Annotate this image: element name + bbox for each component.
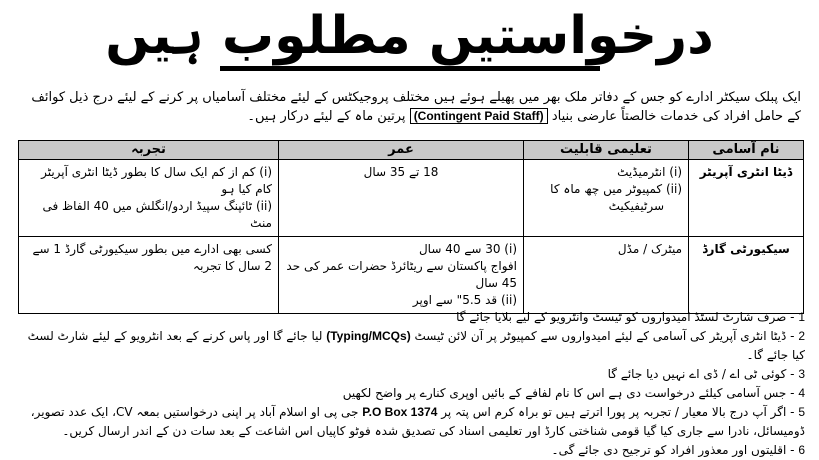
table-row: [19, 237, 804, 314]
experience-cell: (i) کم از کم ایک سال کا بطور ڈیٹا انٹری آپریٹر کام کیا ہو (ii) ٹائپنگ سپیڈ اردو/انگلش میں 40 الفاظ فی منٹ: [19, 160, 279, 237]
intro-line-2: پرتین ماہ کے لیئے درکار ہیں۔: [247, 109, 406, 124]
qualification-cell: (i) انٹرمیڈیٹ (ii) کمپیوٹر میں چھ ماہ کا سرٹیفیکیٹ: [524, 160, 689, 237]
header-qualification: تعلیمی قابلیت: [524, 141, 689, 160]
list-item: 3 - کوئی ٹی اے / ڈی اے نہیں دیا جائے گا: [607, 367, 805, 381]
list-item: 4 - جس آسامی کیلئے درخواست دی ہے اس کا نام لفافے کے بائیں اوپری کنارے پر واضح لکھیں: [342, 386, 805, 400]
post-data-entry-operator: ڈیٹا انٹری آپریٹر: [689, 160, 804, 237]
typing-mcqs-label: (Typing/MCQs): [326, 329, 411, 343]
po-box-address: P.O Box 1374: [362, 405, 438, 419]
list-item: 5 - اگر آپ درج بالا معیار / تجربہ پر پورا اترتے ہیں تو براہ کرم اس پتہ پر P.O Box 1374 جی پی او اسلام آباد پر اپنی درخواستیں بمعہ CV، ایک عدد تصویر، ڈومیسائل، نادرا سے جاری کیا گیا قومی شناختی کارڈ اور تعلیمی اسناد کی تصدیق شدہ فوٹو کاپیاں اس اشاعت کے بعد سات دن کے اندر ارسال کریں۔: [30, 405, 805, 438]
header-age: عمر: [279, 141, 524, 160]
age-cell: 18 تے 35 سال: [279, 160, 524, 237]
notes-list: [18, 308, 805, 460]
experience-cell: کسی بھی ادارے میں بطور سیکیورٹی گارڈ 1 سے 2 سال کا تجربہ: [19, 237, 279, 314]
table-row: [19, 160, 804, 237]
header-post: نام آسامی: [689, 141, 804, 160]
age-cell: (i) 30 سے 40 سال افواج پاکستان سے ریٹائرڈ حضرات عمر کی حد 45 سال (ii) قد 5.5" سے اوپر: [279, 237, 524, 314]
qualification-cell: میٹرک / مڈل: [524, 237, 689, 314]
header-experience: تجربہ: [19, 141, 279, 160]
contingent-paid-staff-box: (Contingent Paid Staff): [410, 108, 548, 124]
table-header-row: [19, 141, 804, 160]
ad-title: درخواستیں مطلوب ہیں: [105, 6, 714, 66]
ad-header: [0, 4, 819, 76]
list-item: 2 - ڈیٹا انٹری آپریٹر کی آسامی کے لیئے امیدواروں سے کمپیوٹر پر آن لائن ٹیسٹ (Typing/MCQs) لیا جائے گا اور پاس کرنے کے بعد انٹرویو کے لیئے شارٹ لسٹ کیا جائے گا۔: [27, 329, 805, 362]
intro-line-1: ایک پبلک سیکٹر ادارے کو جس کے دفاتر ملک بھر میں پھیلے ہوئے ہیں مختلف پروجیکٹس کے لیئے مختلف آسامیاں پر کرنے کے لیئے درج ذیل کوائف کے حامل افراد کی خدمات خالصتاً عارضی بنیاد: [31, 90, 801, 124]
intro-paragraph: [18, 88, 801, 130]
title-underline: [220, 66, 600, 71]
list-item: 6 - اقلیتوں اور معذور افراد کو ترجیح دی جائے گی۔: [551, 443, 805, 457]
post-security-guard: سیکیورٹی گارڈ: [689, 237, 804, 314]
positions-table: [18, 140, 804, 314]
list-item: 1 - صرف شارٹ لسٹڈ امیدواروں کو ٹیسٹ وانٹرویو کے لیے بلایا جائے گا: [456, 310, 805, 324]
